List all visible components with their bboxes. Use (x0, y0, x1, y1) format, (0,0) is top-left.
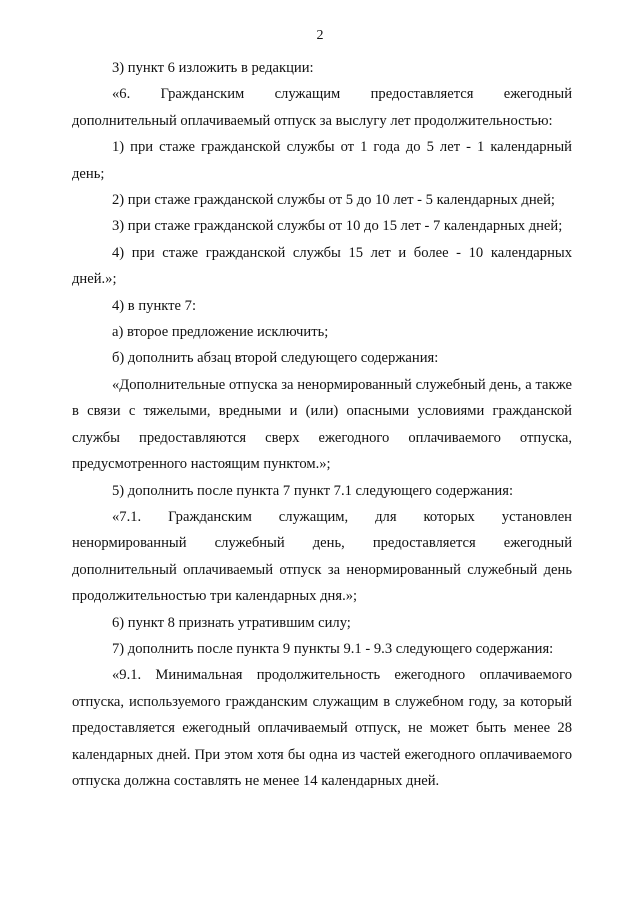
paragraph-item-5: 5) дополнить после пункта 7 пункт 7.1 следующего содержания: (112, 482, 514, 499)
paragraph-quote-additional-leave: «Дополнительные отпуска за ненормированный служебный день, а также в связи с тяжелыми, вредными и (или) опасными условиями гражданской службы предоставляются сверх ежегодного оплачиваемого отпуска, предусмотренного настоящим пунктом.»; (72, 376, 572, 473)
paragraph-item-7: 7) дополнить после пункта 9 пункты 9.1 - 9.3 следующего содержания: (112, 640, 554, 657)
paragraph-subitem-4: 4) при стаже гражданской службы 15 лет и более - 10 календарных дней.»; (72, 244, 572, 288)
paragraph-item-3: 3) пункт 6 изложить в редакции: (112, 60, 314, 76)
document-body (72, 55, 572, 794)
paragraph-clause-9-1: «9.1. Минимальная продолжительность ежегодного оплачиваемого отпуска, используемого гражданским служащим в служебном году, за который предоставляется ежегодный оплачиваемый отпуск, не может быть менее 28 календарных дней. При этом хотя бы одна из частей ежегодного оплачиваемого отпуска должна составлять не менее 14 календарных дней. (72, 667, 572, 789)
paragraph-item-4: 4) в пункте 7: (112, 297, 197, 314)
paragraph-subitem-a: а) второе предложение исключить; (112, 324, 329, 341)
paragraph-subitem-3: 3) при стаже гражданской службы от 10 до 15 лет - 7 календарных дней; (112, 218, 563, 235)
page-number: 2 (316, 28, 324, 43)
paragraph-clause-7-1: «7.1. Гражданским служащим, для которых установлен ненормированный служебный день, предоставляется ежегодный дополнительный оплачиваемый отпуск за ненормированный служебный день продолжительностью три календарных дня.»; (72, 508, 572, 605)
paragraph-subitem-b: б) дополнить абзац второй следующего содержания: (112, 350, 439, 367)
paragraph-subitem-1: 1) при стаже гражданской службы от 1 года до 5 лет - 1 календарный день; (72, 139, 572, 182)
paragraph-clause-6: «6. Гражданским служащим предоставляется ежегодный дополнительный оплачиваемый отпуск за выслугу лет продолжительностью: (72, 86, 572, 129)
paragraph-subitem-2: 2) при стаже гражданской службы от 5 до 10 лет - 5 календарных дней; (112, 192, 555, 209)
paragraph-item-6: 6) пункт 8 признать утратившим силу; (112, 614, 351, 631)
